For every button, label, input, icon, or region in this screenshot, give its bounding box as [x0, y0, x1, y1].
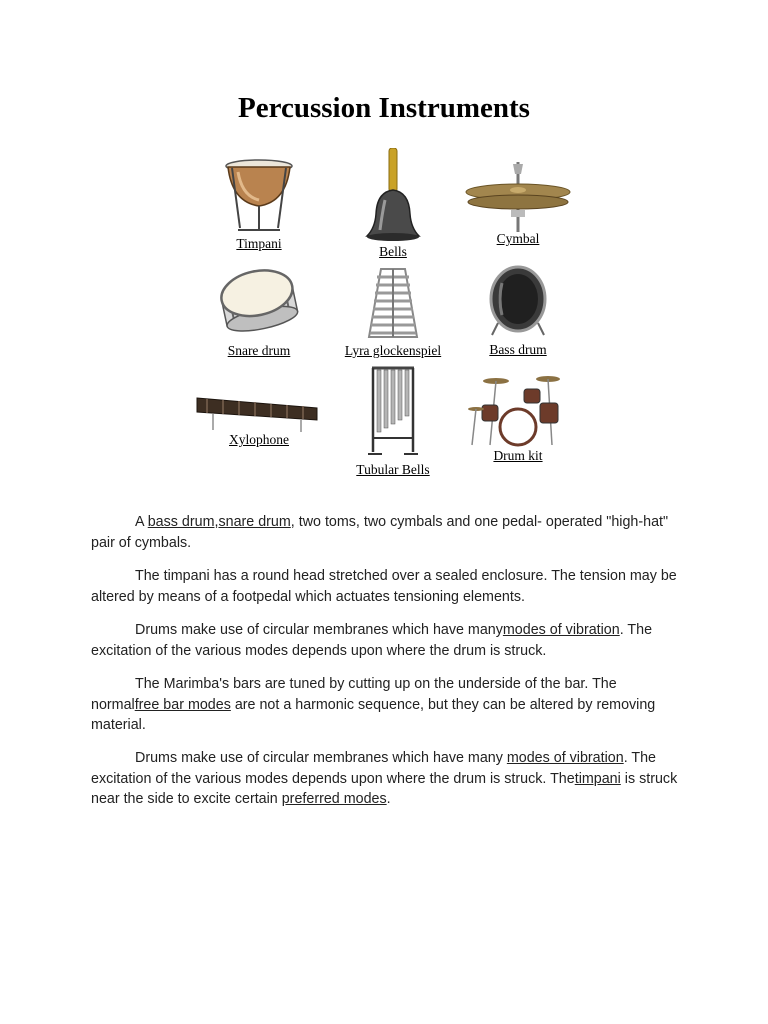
instrument-drum-kit: [448, 373, 588, 468]
link-timpani[interactable]: timpani: [574, 770, 621, 787]
instrument-timpani: [189, 155, 329, 255]
instrument-label-snare-drum[interactable]: Snare drum: [227, 343, 291, 358]
link-free-bar-modes[interactable]: free bar modes: [134, 696, 231, 713]
instrument-label-bells[interactable]: Bells: [379, 244, 407, 259]
instrument-xylophone: [189, 390, 329, 460]
instrument-label-cymbal[interactable]: Cymbal: [496, 231, 540, 246]
timpani-icon: [224, 158, 294, 233]
glockenspiel-icon: [367, 265, 419, 341]
instrument-label-xylophone[interactable]: Xylophone: [229, 432, 289, 447]
instrument-label-bass-drum[interactable]: Bass drum: [489, 342, 547, 357]
tubular-bells-icon: [368, 364, 418, 459]
cymbal-icon: [463, 160, 573, 232]
instrument-bass-drum: [448, 265, 588, 365]
instrument-label-lyra-glockenspiel[interactable]: Lyra glockenspiel: [344, 343, 442, 358]
link-modes-of-vibration[interactable]: modes of vibration: [502, 622, 620, 638]
instrument-snare-drum: [189, 263, 329, 363]
link-preferred-modes[interactable]: preferred modes: [281, 791, 387, 807]
link-snare-drum[interactable]: snare drum: [218, 514, 291, 530]
paragraph-drum-kit: A bass drum,snare drum, two toms, two cymbals and one pedal- operated "high-hat" pair of cymbals.: [91, 514, 669, 551]
drum-kit-icon: [468, 373, 568, 447]
link-modes-of-vibration-2[interactable]: modes of vibration: [506, 750, 624, 766]
instrument-label-timpani[interactable]: Timpani: [236, 236, 282, 251]
instrument-cymbal: [448, 160, 588, 255]
xylophone-icon: [193, 390, 321, 434]
bell-icon: [363, 148, 423, 243]
paragraph-timpani-modes: Drums make use of circular membranes which have many modes of vibration. The excitation of the various modes depends upon where the drum is struck. Thetimpani is struck near the side to excite certain preferred modes.: [91, 750, 678, 807]
snare-drum-icon: [217, 263, 301, 341]
instrument-bells: [323, 148, 463, 263]
bass-drum-icon: [488, 265, 548, 337]
instrument-label-tubular-bells[interactable]: Tubular Bells: [356, 462, 430, 477]
instrument-tubular-bells: [323, 364, 463, 479]
paragraph-timpani: The timpani has a round head stretched over a sealed enclosure. The tension may be altered by means of a footpedal which actuates tensioning elements.: [91, 568, 677, 605]
link-bass-drum[interactable]: bass drum: [147, 514, 215, 530]
paragraph-drum-membranes: Drums make use of circular membranes which have manymodes of vibration. The excitation of the various modes depends upon where the drum is struck.: [91, 622, 653, 659]
instrument-lyra-glockenspiel: [323, 263, 463, 363]
instrument-label-drum-kit[interactable]: Drum kit: [493, 448, 543, 463]
paragraph-marimba: The Marimba's bars are tuned by cutting up on the underside of the bar. The normalfree bar modes are not a harmonic sequence, but they can be altered by removing material.: [91, 676, 656, 733]
page-title: Percussion Instruments: [238, 92, 530, 124]
